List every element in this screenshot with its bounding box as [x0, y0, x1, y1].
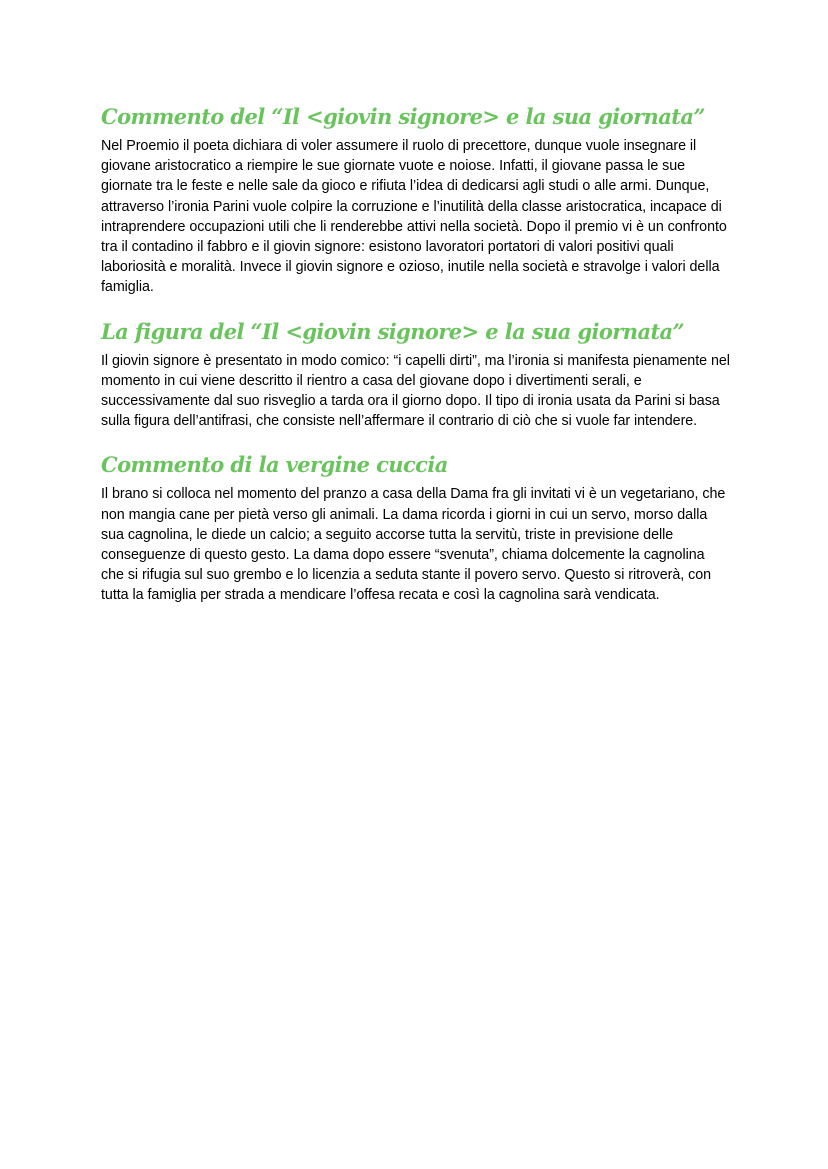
section-paragraph: Il brano si colloca nel momento del pranzo a casa della Dama fra gli invitati vi è un vegetariano, che non mangia cane per pietà verso gli animali. La dama ricorda i giorni in cui un servo, morso dalla sua cagnolina, le diede un calcio; a seguito accorse tutta la servitù, triste in previsione delle conseguenze di questo gesto. La dama dopo essere “svenuta”, chiama dolcemente la cagnolina che si rifugia sul suo grembo e lo licenzia a seduta stante il povero servo. Questo si ritroverà, con tutta la famiglia per strada a mendicare l’offesa recata e così la cagnolina sarà vendicata.: [101, 486, 726, 604]
section-paragraph: Nel Proemio il poeta dichiara di voler assumere il ruolo di precettore, dunque vuole insegnare il giovane aristocratico a riempire le sue giornate vuote e noiose. Infatti, il giovane passa le sue giornate tra le feste e nelle sale da gioco e rifiuta l’idea di dedicarsi agli studi o alle armi. Dunque, attraverso l’ironia Parini vuole colpire la corruzione e l’inutilità della classe aristocratica, incapace di intraprendere occupazioni utili che li renderebbe attivi nella società. Dopo il premio vi è un confronto tra il contadino il fabbro e il giovin signore: esistono lavoratori portatori di valori positivi quali laboriosità e moralità. Invece il giovin signore e ozioso, inutile nella società e stravolge i valori della famiglia.: [101, 138, 727, 296]
section-commento-giovin-signore: [101, 100, 731, 298]
section-vergine-cuccia: [101, 448, 731, 605]
section-figura-giovin-signore: [101, 315, 731, 432]
section-heading: La figura del “Il <giovin signore> e la sua giornata”: [101, 318, 685, 344]
section-paragraph: Il giovin signore è presentato in modo comico: “i capelli dirti”, ma l’ironia si manifesta pienamente nel momento in cui viene descritto il rientro a casa del giovane dopo i divertimenti serali, e successivamente dal suo risveglio a tarda ora il giorno dopo. Il tipo di ironia usata da Parini si basa sulla figura dell’antifrasi, che consiste nell’affermare il contrario di ciò che si vuole far intendere.: [101, 352, 730, 430]
document-content: [101, 100, 731, 623]
section-heading: Commento del “Il <giovin signore> e la sua giornata”: [101, 104, 705, 129]
section-heading: Commento di la vergine cuccia: [101, 452, 448, 478]
